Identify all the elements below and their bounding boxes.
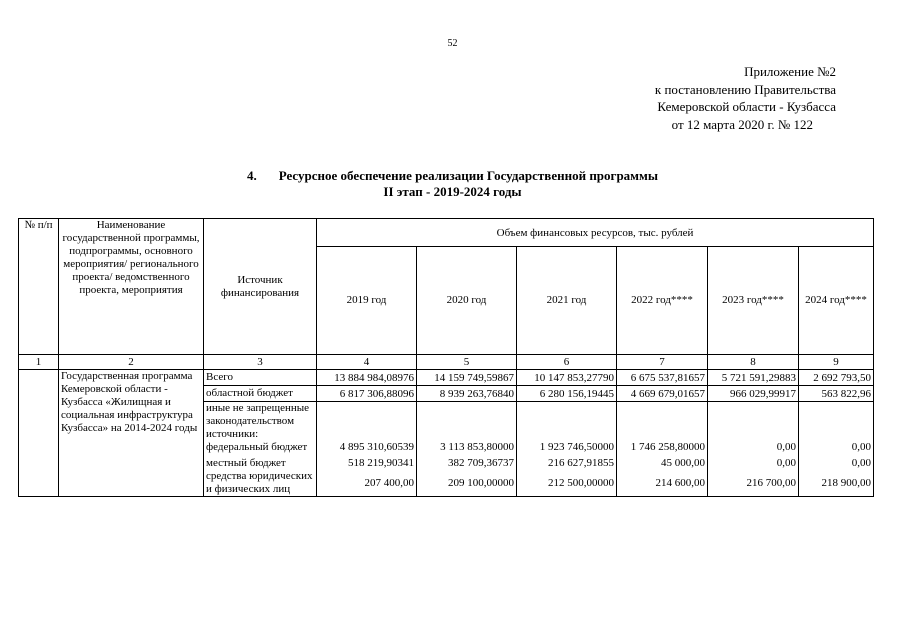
header-year-2023: 2023 год**** xyxy=(708,247,799,355)
row-num-cell xyxy=(19,370,59,497)
appendix-line-1: Приложение №2 xyxy=(744,64,836,79)
value-cell: 218 900,00 xyxy=(799,470,874,497)
value-cell: 6 817 306,88096 xyxy=(317,386,417,402)
value-cell: 4 669 679,01657 xyxy=(617,386,708,402)
column-index: 4 xyxy=(317,355,417,370)
value-cell: 6 675 537,81657 xyxy=(617,370,708,386)
column-index: 7 xyxy=(617,355,708,370)
header-num: № п/п xyxy=(19,219,59,355)
value-cell xyxy=(708,402,799,442)
header-year-2022: 2022 год**** xyxy=(617,247,708,355)
section-title xyxy=(0,168,905,200)
appendix-line-2: к постановлению Правительства xyxy=(654,82,836,97)
value-cell xyxy=(617,402,708,442)
column-index: 9 xyxy=(799,355,874,370)
value-cell: 518 219,90341 xyxy=(317,454,417,470)
column-index: 8 xyxy=(708,355,799,370)
value-cell: 0,00 xyxy=(799,441,874,454)
value-cell: 13 884 984,08976 xyxy=(317,370,417,386)
value-cell: 0,00 xyxy=(708,454,799,470)
header-volume: Объем финансовых ресурсов, тыс. рублей xyxy=(317,219,874,247)
header-year-2021: 2021 год xyxy=(517,247,617,355)
header-year-2024: 2024 год**** xyxy=(799,247,874,355)
column-index: 3 xyxy=(204,355,317,370)
column-index: 6 xyxy=(517,355,617,370)
value-cell: 6 280 156,19445 xyxy=(517,386,617,402)
column-index: 2 xyxy=(59,355,204,370)
value-cell: 382 709,36737 xyxy=(417,454,517,470)
program-name: Государственная программа Кемеровской области - Кузбасса «Жилищная и социальная инфраструктура Кузбасса» на 2014-2024 годы xyxy=(59,370,204,497)
value-cell: 2 692 793,50 xyxy=(799,370,874,386)
value-cell: 1 923 746,50000 xyxy=(517,441,617,454)
value-cell: 4 895 310,60539 xyxy=(317,441,417,454)
value-cell: 563 822,96 xyxy=(799,386,874,402)
value-cell: 209 100,00000 xyxy=(417,470,517,497)
row-source: местный бюджет xyxy=(204,454,317,470)
value-cell: 1 746 258,80000 xyxy=(617,441,708,454)
header-year-2019: 2019 год xyxy=(317,247,417,355)
section-title-line-1: Ресурсное обеспечение реализации Государственной программы xyxy=(278,168,659,183)
header-name: Наименование государственной программы, подпрограммы, основного мероприятия/ регионального проекта/ ведомственного проекта, мероприятия xyxy=(59,219,204,355)
value-cell xyxy=(417,402,517,442)
value-cell: 966 029,99917 xyxy=(708,386,799,402)
value-cell xyxy=(317,402,417,442)
header-year-2020: 2020 год xyxy=(417,247,517,355)
value-cell: 8 939 263,76840 xyxy=(417,386,517,402)
value-cell: 214 600,00 xyxy=(617,470,708,497)
value-cell: 216 700,00 xyxy=(708,470,799,497)
appendix-line-4: от 12 марта 2020 г. № 122 xyxy=(671,117,813,132)
column-index-row xyxy=(19,355,874,370)
row-source: федеральный бюджет xyxy=(204,441,317,454)
value-cell: 45 000,00 xyxy=(617,454,708,470)
value-cell xyxy=(799,402,874,442)
value-cell: 14 159 749,59867 xyxy=(417,370,517,386)
value-cell: 3 113 853,80000 xyxy=(417,441,517,454)
value-cell: 0,00 xyxy=(799,454,874,470)
appendix-line-3: Кемеровской области - Кузбасса xyxy=(657,99,836,114)
value-cell xyxy=(517,402,617,442)
value-cell: 212 500,00000 xyxy=(517,470,617,497)
section-title-line-2: II этап - 2019-2024 годы xyxy=(383,184,522,199)
value-cell: 5 721 591,29883 xyxy=(708,370,799,386)
value-cell: 0,00 xyxy=(708,441,799,454)
funding-table xyxy=(18,218,874,497)
column-index: 1 xyxy=(19,355,59,370)
row-source: областной бюджет xyxy=(204,386,317,402)
table-row xyxy=(19,370,874,386)
row-source: Всего xyxy=(204,370,317,386)
value-cell: 216 627,91855 xyxy=(517,454,617,470)
row-source: иные не запрещенные законодательством источники: xyxy=(204,402,317,442)
value-cell: 207 400,00 xyxy=(317,470,417,497)
page-number: 52 xyxy=(447,38,458,49)
row-source: средства юридических и физических лиц xyxy=(204,470,317,497)
value-cell: 10 147 853,27790 xyxy=(517,370,617,386)
header-source: Источник финансирования xyxy=(204,219,317,355)
section-number: 4. xyxy=(246,168,257,183)
column-index: 5 xyxy=(417,355,517,370)
